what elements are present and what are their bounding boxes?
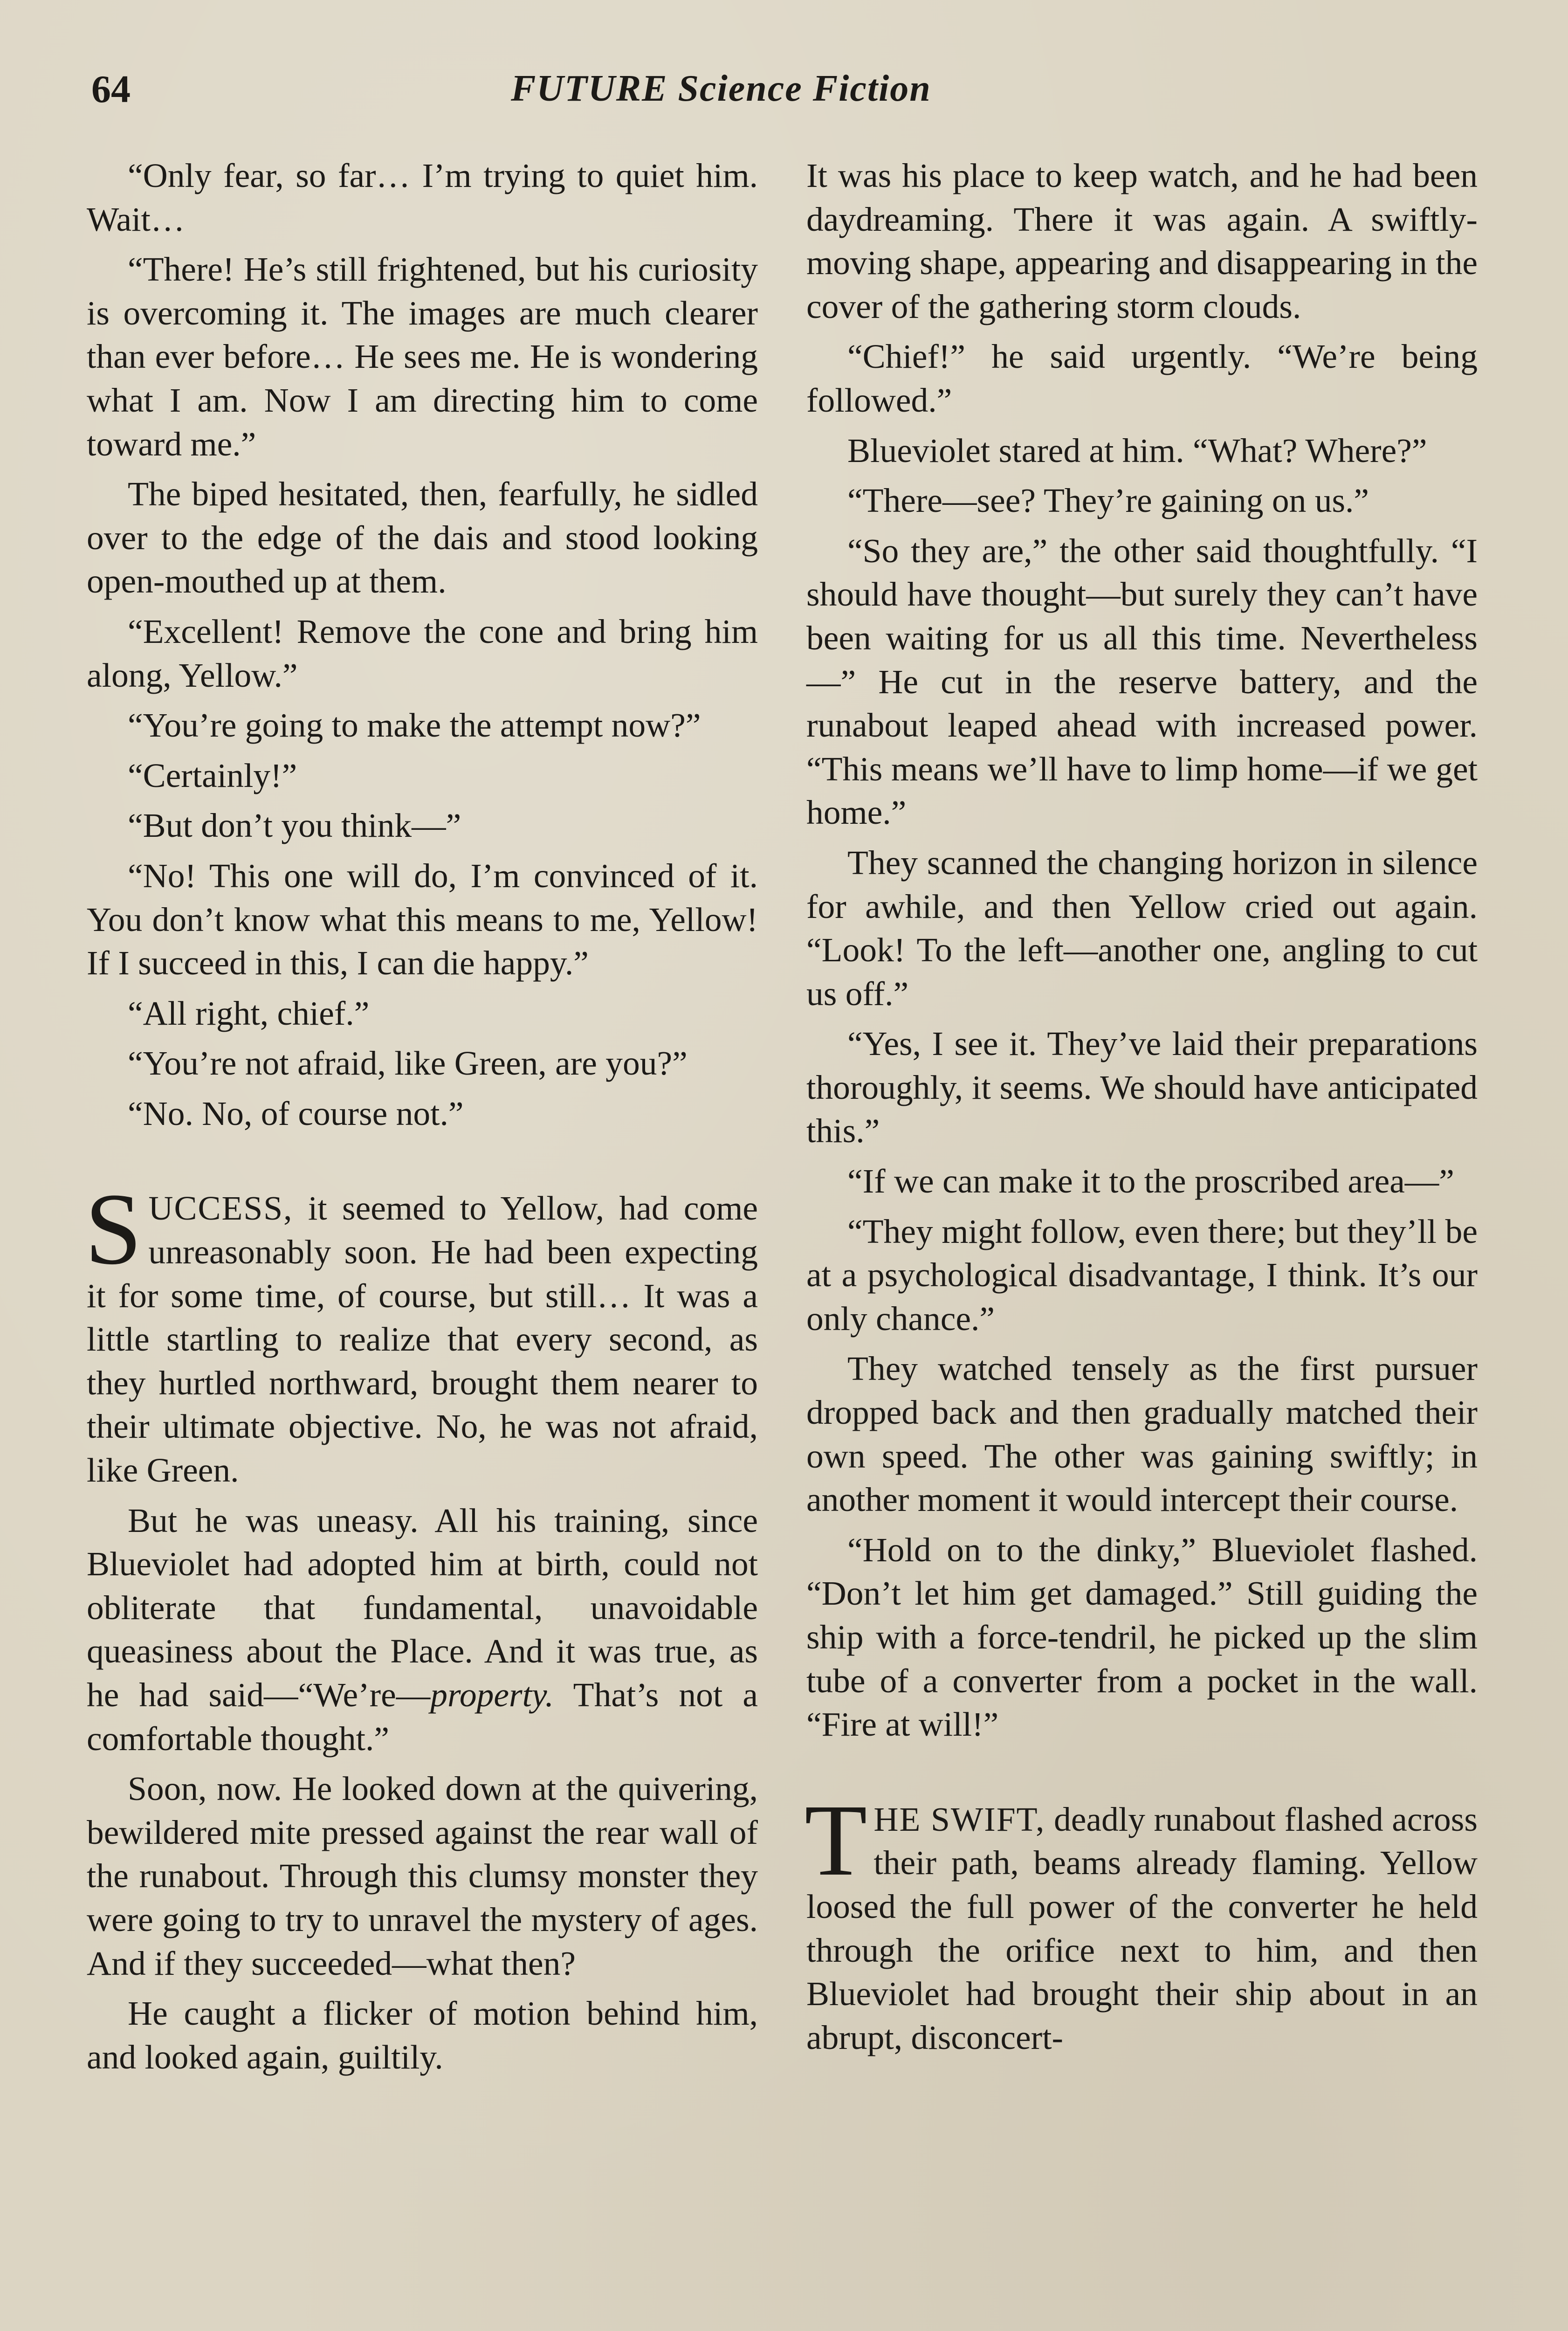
paragraph: Soon, now. He looked down at the quivering, bewildered mite pressed against the rear wall of the runabout. Through this clumsy monster they were going to try to unravel the mystery of ages. And if they succeeded—what then?	[87, 1770, 758, 1982]
paragraph-text: But he was uneasy. All his training, since Blueviolet had adopted him at birth, could not obliterate that fundamental, unavoidable queasiness about the Place. And it was true, as he had said—“We’re—	[87, 1501, 758, 1714]
paragraph: “If we can make it to the proscribed area—”	[847, 1162, 1454, 1200]
paragraph: “All right, chief.”	[128, 994, 370, 1032]
page-number: 64	[91, 68, 131, 111]
paragraph-text: deadly runabout flashed across their path, beams already flaming. Yellow loosed the full power of the converter he held through the orifice next to him, and then Blueviolet had brought their ship about in an abrupt, disconcert-	[806, 1800, 1478, 2056]
paragraph-text: That’s not a comfortable thought.”	[87, 1676, 758, 1758]
paragraph: “No! This one will do, I’m convinced of it. You don’t know what this means to me, Yellow! If I succeed in this, I can die happy.”	[87, 856, 758, 982]
paragraph: It was his place to keep watch, and he had been daydreaming. There it was again. A swiftly-moving shape, appearing and disappearing in the cover of the gathering storm clouds.	[806, 157, 1478, 325]
drop-cap: S	[85, 1172, 142, 1286]
lead-in-caps: HE SWIFT,	[873, 1800, 1045, 1838]
paragraph: “Yes, I see it. They’ve laid their preparations thoroughly, it seems. We should have anticipated this.”	[806, 1025, 1478, 1150]
left-column	[87, 154, 758, 2085]
section-opening-paragraph	[805, 1783, 1478, 2060]
paragraph: The biped hesitated, then, fearfully, he sidled over to the edge of the dais and stood looking open-mouthed up at them.	[87, 475, 758, 600]
paragraph: “Excellent! Remove the cone and bring him along, Yellow.”	[87, 612, 758, 694]
paragraph: “No. No, of course not.”	[128, 1094, 464, 1132]
lead-in-caps: UCCESS,	[148, 1189, 293, 1228]
paragraph: “There! He’s still frightened, but his curiosity is overcoming it. The images are much clearer than ever before… He sees me. He is wondering what I am. Now I am directing him to come toward me.”	[87, 250, 758, 463]
paragraph: “There—see? They’re gaining on us.”	[847, 482, 1369, 520]
italic-word: property.	[430, 1676, 554, 1714]
paragraph: “Only fear, so far… I’m trying to quiet him. Wait…	[87, 157, 758, 238]
paragraph: “Certainly!”	[128, 756, 297, 794]
paragraph	[87, 1499, 758, 1761]
drop-cap: T	[805, 1783, 867, 1897]
paragraph: They scanned the changing horizon in silence for awhile, and then Yellow cried out again. “Look! To the left—another one, angling to cut us off.”	[806, 843, 1478, 1013]
paragraph: “You’re going to make the attempt now?”	[128, 706, 701, 745]
paragraph: Blueviolet stared at him. “What? Where?”	[847, 431, 1427, 469]
paragraph: “But don’t you think—”	[128, 807, 461, 845]
paragraph: “Hold on to the dinky,” Blueviolet flashed. “Don’t let him get damaged.” Still guiding the ship with a force-tendril, he picked up the slim tube of a converter from a pocket in the wall. “Fire at will!”	[806, 1531, 1478, 1744]
paragraph: He caught a flicker of motion behind him, and looked again, guiltily.	[87, 1994, 758, 2076]
section-opening-paragraph	[85, 1172, 758, 1492]
paragraph-text: it seemed to Yellow, had come unreasonably soon. He had been expecting it for some time, of course, but still… It was a little startling to realize that every second, as they hurtled northward, brought them nearer to their ultimate objective. No, he was not afraid, like Green.	[87, 1189, 758, 1490]
paragraph: “So they are,” the other said thoughtfully. “I should have thought—but surely they can’t have been waiting for us all this time. Nevertheless—” He cut in the reserve battery, and the runabout leaped ahead with increased power. “This means we’ll have to limp home—if we get home.”	[806, 531, 1478, 832]
paragraph: They watched tensely as the first pursuer dropped back and then gradually matched their own speed. The other was gaining swiftly; in another moment it would intercept their course.	[806, 1350, 1478, 1519]
running-head: FUTURE Science Fiction	[511, 68, 931, 109]
paragraph: “Chief!” he said urgently. “We’re being followed.”	[806, 338, 1478, 419]
paragraph: “You’re not afraid, like Green, are you?”	[128, 1044, 688, 1083]
paragraph: “They might follow, even there; but they’ll be at a psychological disadvantage, I think. It’s our only chance.”	[806, 1212, 1478, 1338]
right-column	[806, 154, 1478, 2066]
